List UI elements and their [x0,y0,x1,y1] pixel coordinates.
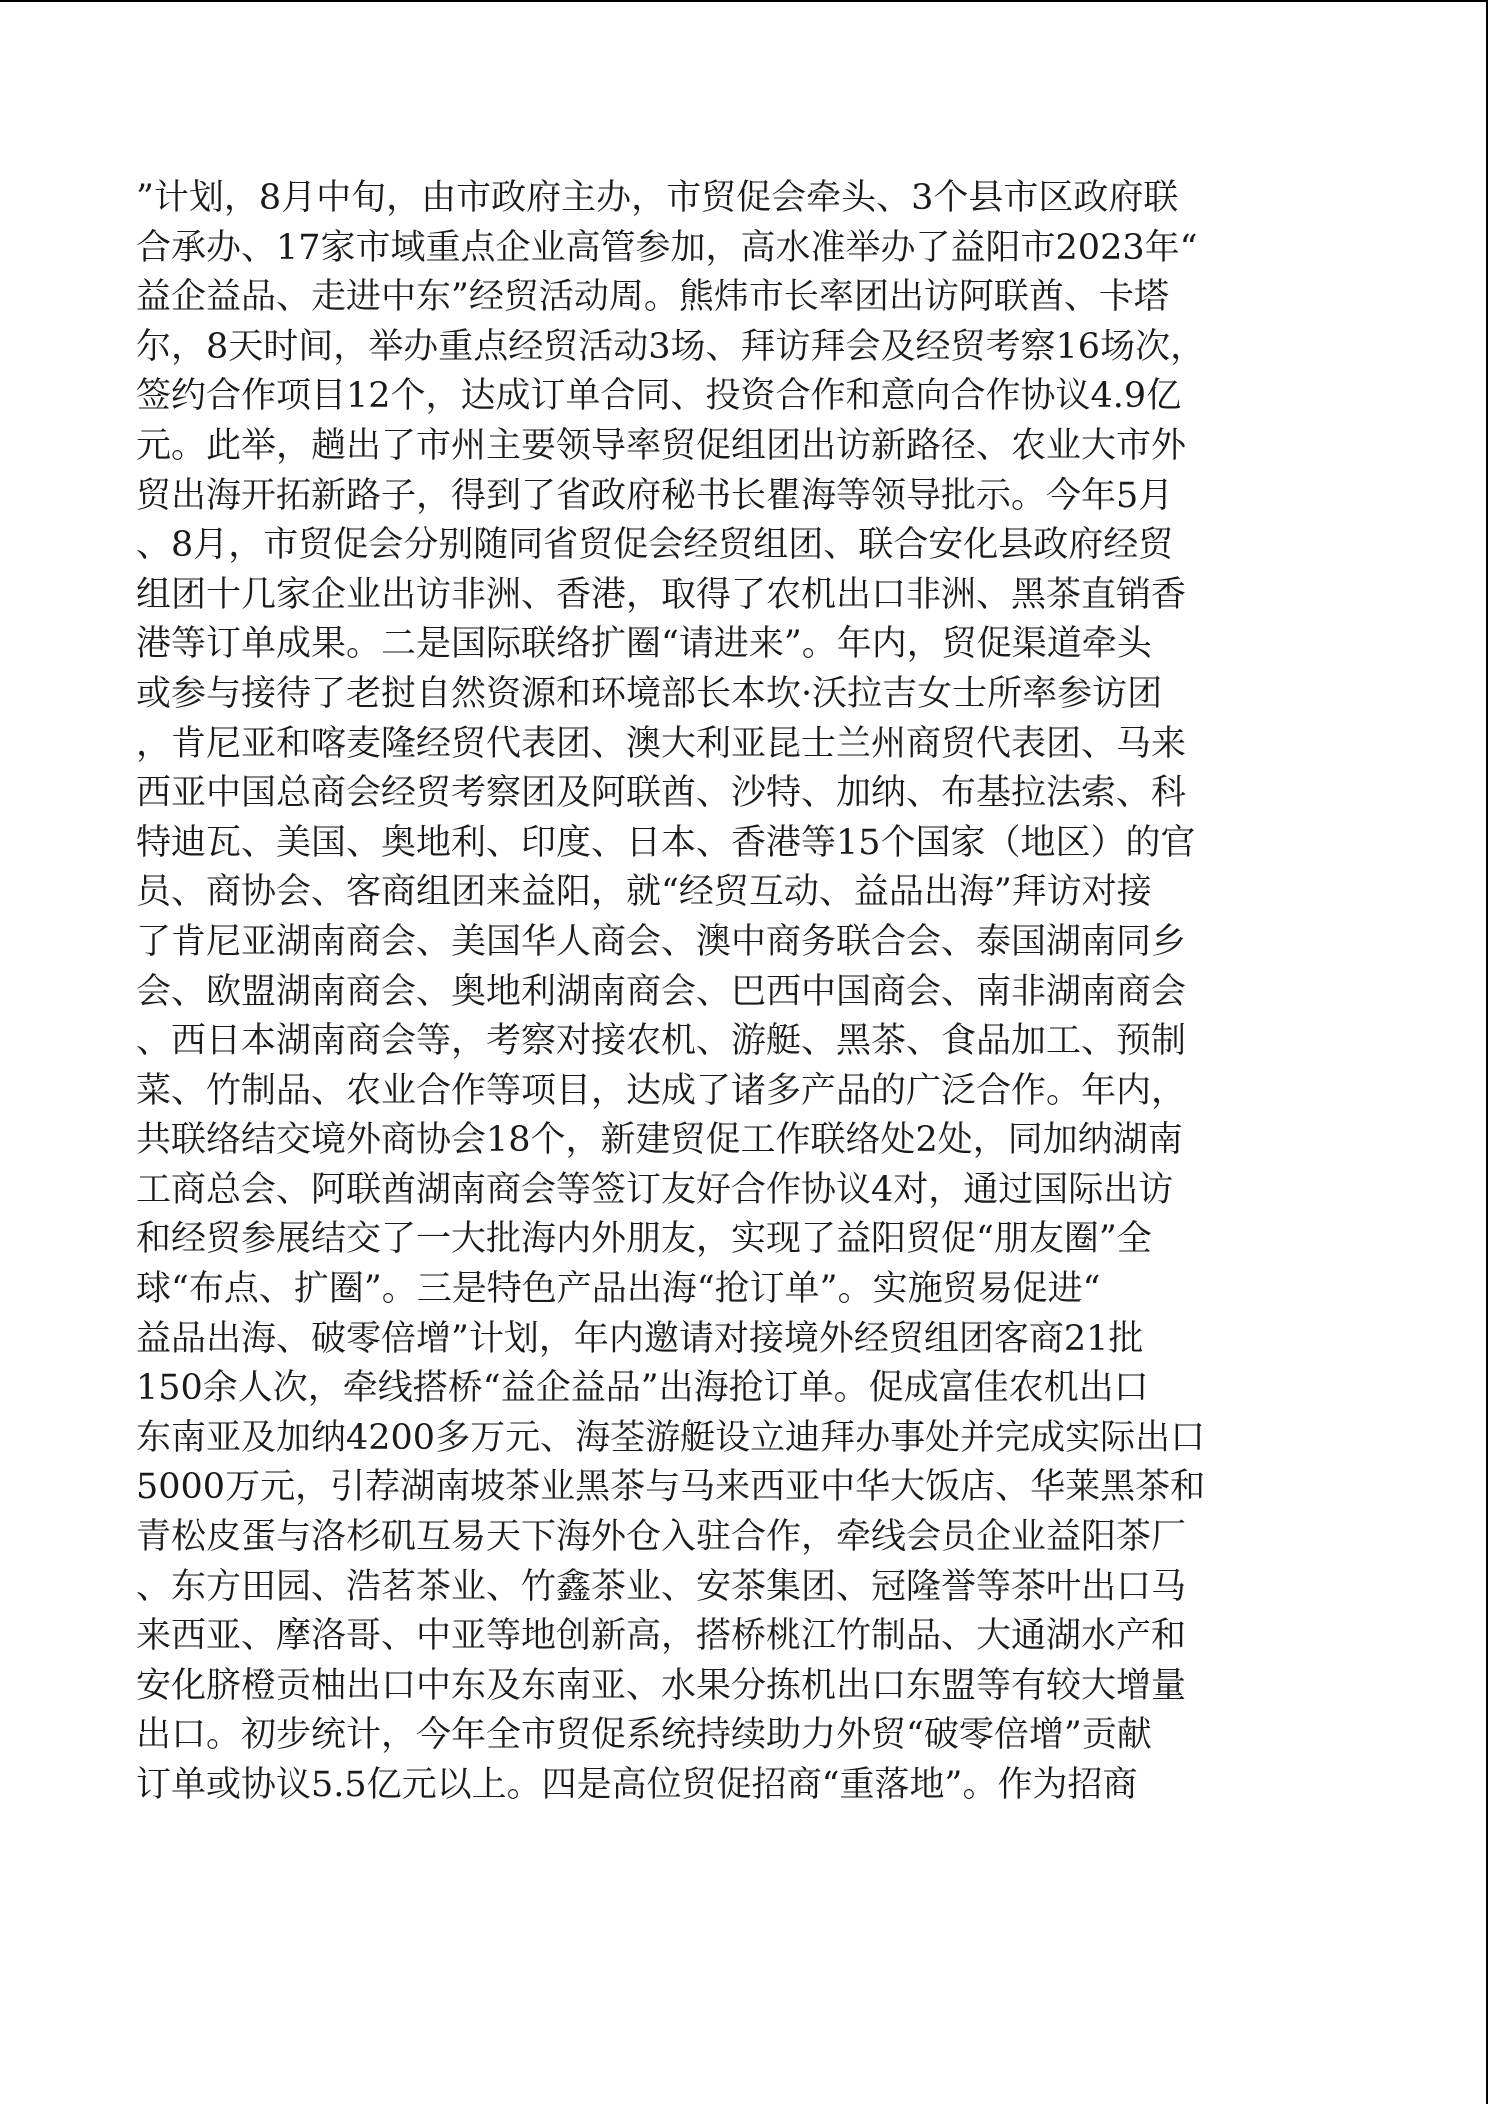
text-line: 或参与接待了老挝自然资源和环境部长本坎·沃拉吉女士所率参访团 [136,673,1163,714]
text-line: 元。此举，趟出了市州主要领导率贸促组团出访新路径、农业大市外 [136,425,1187,466]
text-line: ，肯尼亚和喀麦隆经贸代表团、澳大利亚昆士兰州商贸代表团、马来 [136,723,1187,764]
text-line: ”计划，8月中旬，由市政府主办，市贸促会牵头、3个县市区政府联 [136,178,1179,218]
text-line: 会、欧盟湖南商会、奥地利湖南商会、巴西中国商会、南非湖南商会 [136,971,1187,1012]
text-line: 组团十几家企业出访非洲、香港，取得了农机出口非洲、黑茶直销香 [136,574,1187,615]
text-line: 共联络结交境外商协会18个，新建贸促工作联络处2处，同加纳湖南 [136,1120,1183,1161]
text-line: 出口。初步统计，今年全市贸促系统持续助力外贸“破零倍增”贡献 [136,1715,1152,1756]
text-line: 安化脐橙贡柚出口中东及东南亚、水果分拣机出口东盟等有较大增量 [136,1665,1187,1706]
text-line: 青松皮蛋与洛杉矶互易天下海外仓入驻合作，牵线会员企业益阳茶厂 [136,1517,1187,1558]
text-line: 菜、竹制品、农业合作等项目，达成了诸多产品的广泛合作。年内， [136,1070,1187,1111]
text-line: 、西日本湖南商会等，考察对接农机、游艇、黑茶、食品加工、预制 [136,1021,1187,1062]
text-line: 益企益品、走进中东”经贸活动周。熊炜市长率团出访阿联酋、卡塔 [136,277,1169,318]
text-line: 5000万元，引荐湖南坡茶业黑茶与马来西亚中华大饭店、华莱黑茶和 [136,1467,1206,1508]
text-line: 和经贸参展结交了一大批海内外朋友，实现了益阳贸促“朋友圈”全 [136,1219,1152,1260]
text-line: 贸出海开拓新路子，得到了省政府秘书长瞿海等领导批示。今年5月 [136,475,1174,516]
text-line: 特迪瓦、美国、奥地利、印度、日本、香港等15个国家（地区）的官 [136,822,1196,863]
body-text [136,174,1366,1811]
text-line: 员、商协会、客商组团来益阳，就“经贸互动、益品出海”拜访对接 [136,872,1152,913]
text-line: 西亚中国总商会经贸考察团及阿联酋、沙特、加纳、布基拉法索、科 [136,773,1187,814]
text-line: 了肯尼亚湖南商会、美国华人商会、澳中商务联合会、泰国湖南同乡 [136,921,1187,962]
text-line: 、东方田园、浩茗茶业、竹鑫茶业、安茶集团、冠隆誉等茶叶出口马 [136,1566,1187,1607]
text-line: 益品出海、破零倍增”计划，年内邀请对接境外经贸组团客商21批 [136,1318,1144,1359]
text-line: 尔，8天时间，举办重点经贸活动3场、拜访拜会及经贸考察16场次， [136,326,1206,367]
text-line: 来西亚、摩洛哥、中亚等地创新高，搭桥桃江竹制品、大通湖水产和 [136,1616,1187,1657]
text-line: 订单或协议5.5亿元以上。四是高位贸促招商“重落地”。作为招商 [136,1765,1138,1805]
text-line: 签约合作项目12个，达成订单合同、投资合作和意向合作协议4.9亿 [136,376,1182,417]
text-line: 港等订单成果。二是国际联络扩圈“请进来”。年内，贸促渠道牵头 [136,624,1152,665]
text-line: 工商总会、阿联酋湖南商会等签订友好合作协议4对，通过国际出访 [136,1169,1174,1210]
text-line: 球“布点、扩圈”。三是特色产品出海“抢订单”。实施贸易促进“ [136,1269,1101,1310]
text-line: 合承办、17家市域重点企业高管参加，高水准举办了益阳市2023年“ [136,227,1198,268]
text-line: 、8月，市贸促会分别随同省贸促会经贸组团、联合安化县政府经贸 [136,525,1174,566]
text-line: 东南亚及加纳4200多万元、海荃游艇设立迪拜办事处并完成实际出口 [136,1417,1206,1458]
text-line: 150余人次，牵线搭桥“益企益品”出海抢订单。促成富佳农机出口 [136,1368,1149,1409]
